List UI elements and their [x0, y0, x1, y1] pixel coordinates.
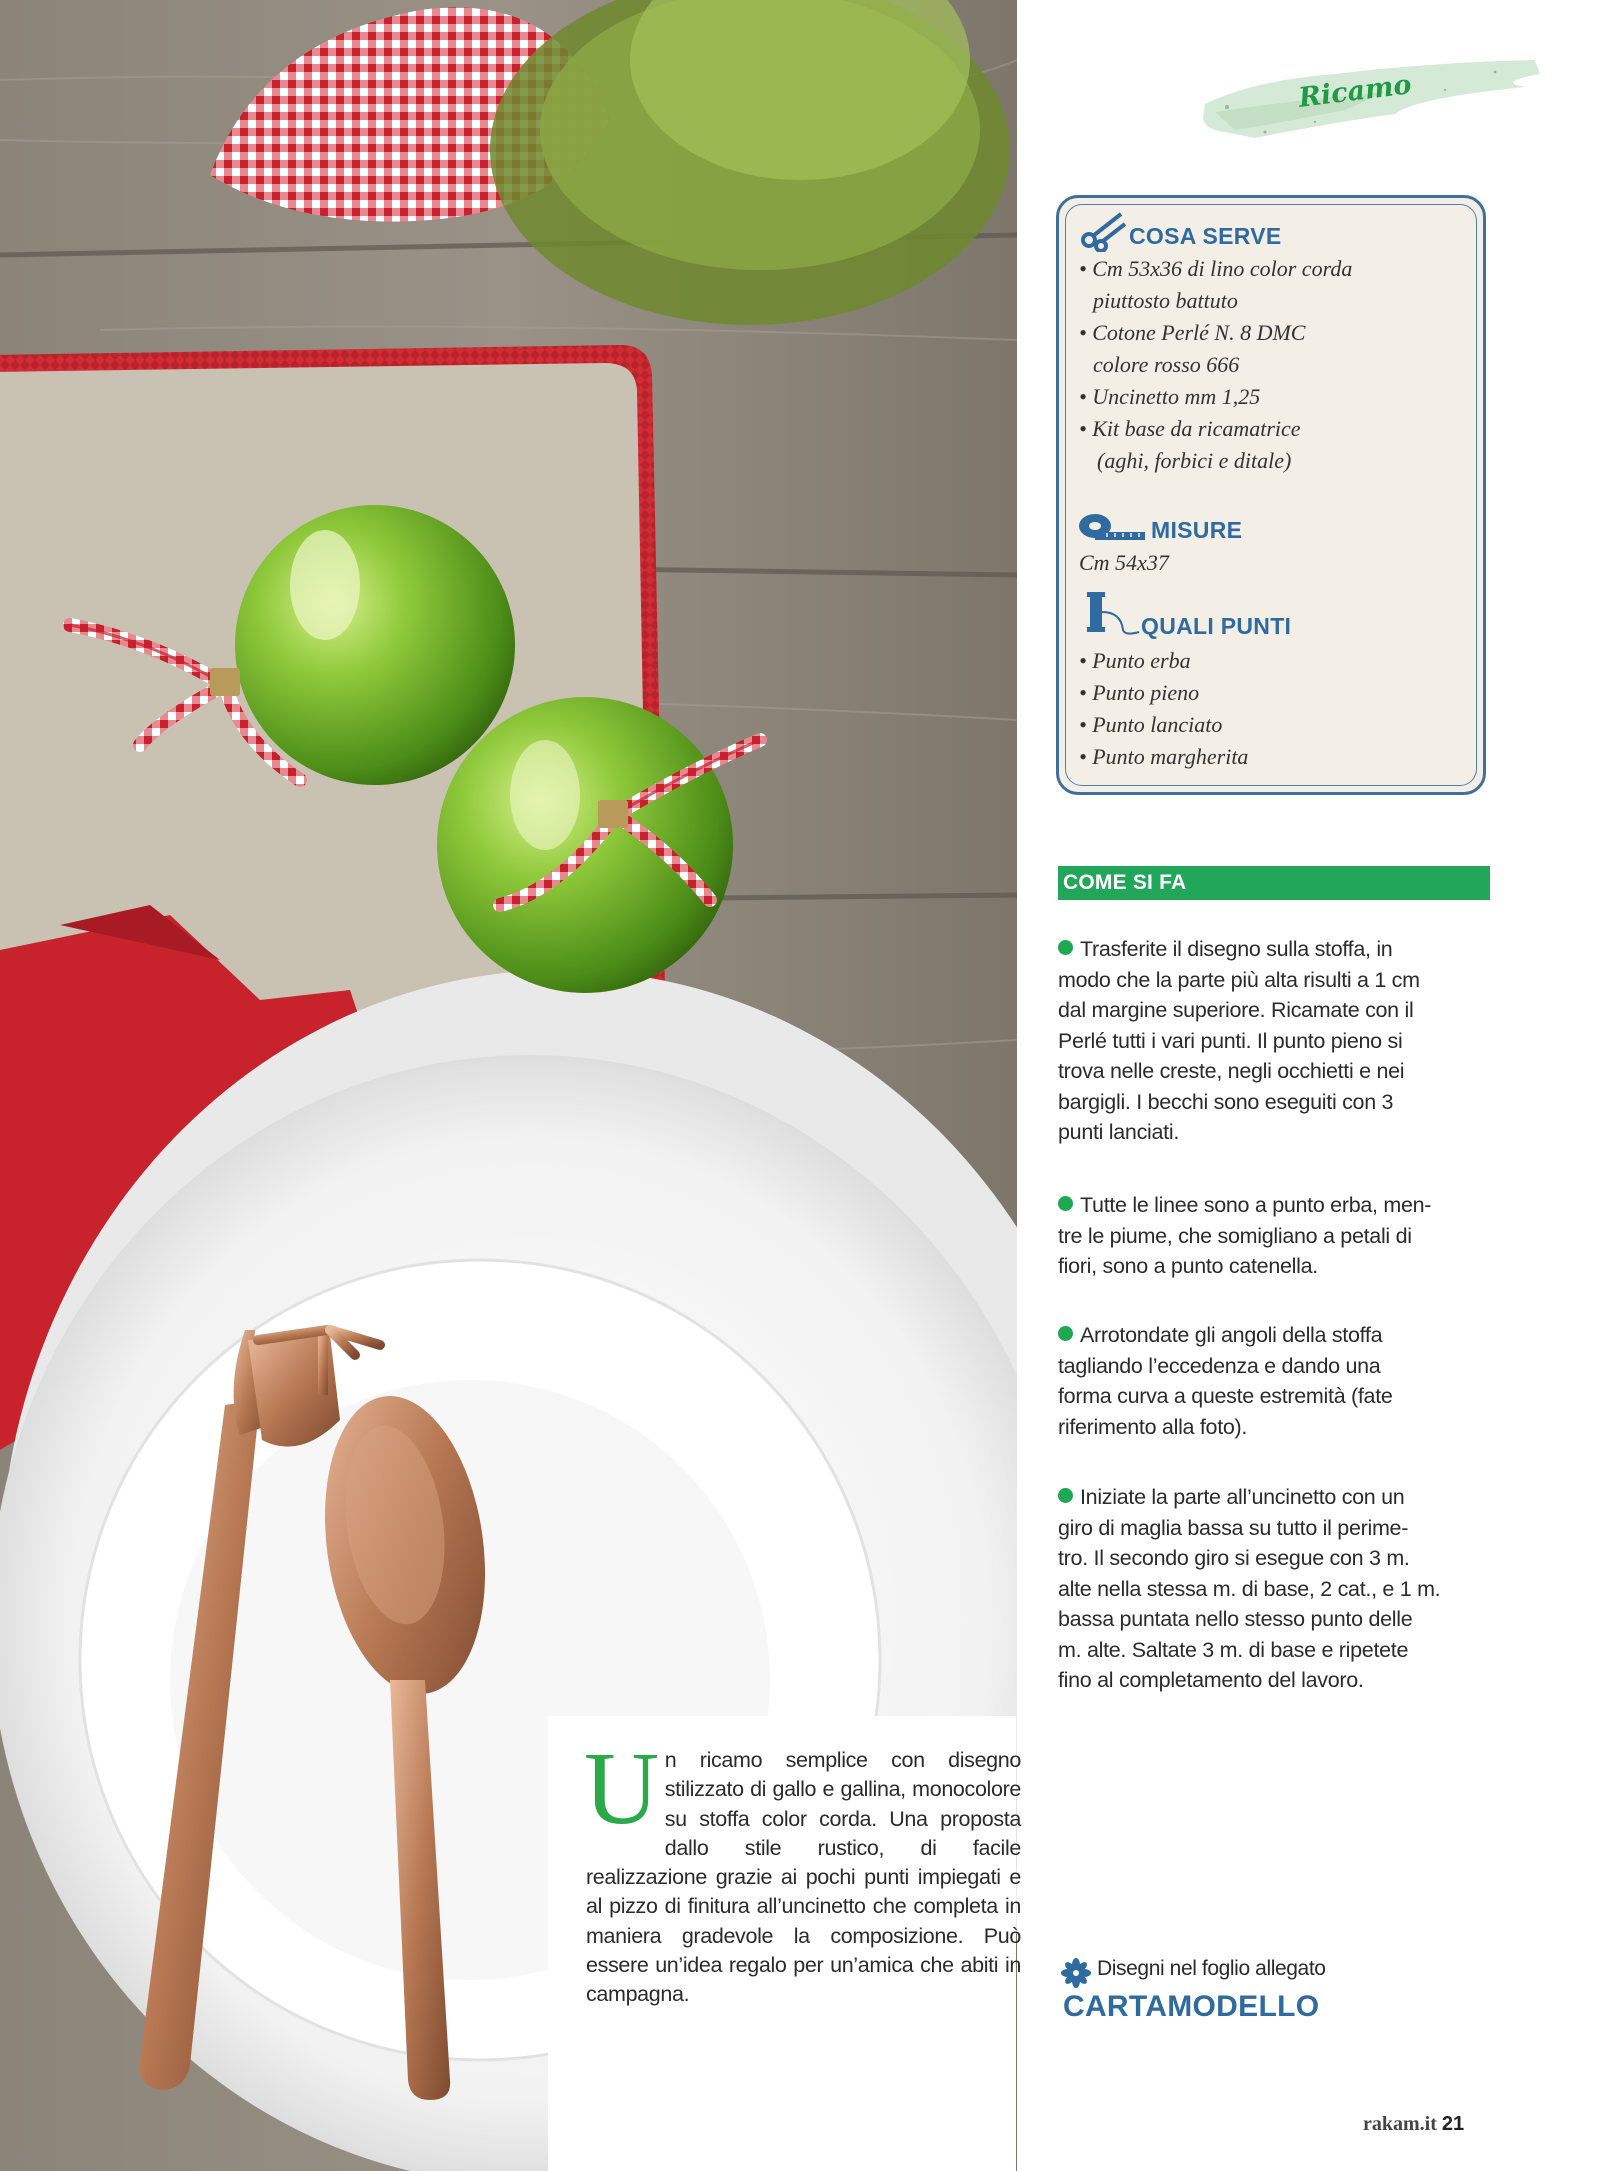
intro-text: n ricamo semplice con disegno stilizzato di gallo e gallina, monocolore su stoffa color corda. Una proposta dallo stile rustico, di facile realizzazione grazie ai pochi punti impiegati e al pizzo di finitura all’uncinetto che completa in maniera gradevole la composizione. Può essere un’idea regalo per un’amica che abiti in campagna. — [586, 1748, 1021, 2007]
materials-item: • Cm 53x36 di lino color corda — [1079, 256, 1353, 281]
folio-site: rakam.it — [1363, 2113, 1437, 2135]
instruction-step-4 — [1058, 1482, 1490, 1696]
step-line: riferimento alla foto). — [1058, 1414, 1248, 1439]
step-line: alte nella stessa m. di base, 2 cat., e 1 m. — [1058, 1576, 1441, 1601]
materials-box — [1056, 195, 1486, 795]
page-folio — [1363, 2113, 1464, 2136]
bullet-dot-icon — [1058, 1326, 1073, 1341]
step-line: Iniziate la parte all’uncinetto con un — [1080, 1485, 1405, 1509]
step-line: bassa puntata nello stesso punto delle — [1058, 1607, 1413, 1631]
instruction-step-1 — [1058, 934, 1490, 1148]
section-tag-label: Ricamo — [1296, 69, 1414, 114]
step-line: dal margine superiore. Ricamate con il — [1058, 998, 1414, 1022]
pattern-title: CARTAMODELLO — [1063, 1990, 1320, 2023]
intro-box — [548, 1716, 1021, 2171]
bullet-dot-icon — [1058, 940, 1073, 955]
tape-measure-icon — [1077, 510, 1145, 542]
intro-dropcap: U — [584, 1731, 659, 1846]
step-line: tre le piume, che somigliano a petali di — [1058, 1223, 1412, 1248]
sizes-list — [1079, 547, 1169, 579]
step-line: giro di maglia bassa su tutto il perime- — [1058, 1515, 1409, 1540]
pattern-note: Disegni nel foglio allegato — [1097, 1957, 1326, 1980]
instruction-step-3 — [1058, 1320, 1490, 1442]
materials-heading: COSA SERVE — [1129, 223, 1282, 249]
materials-item: (aghi, forbici e ditale) — [1097, 448, 1292, 473]
bullet-dot-icon — [1058, 1488, 1073, 1503]
step-line: fino al completamento del lavoro. — [1058, 1668, 1364, 1692]
page-number: 21 — [1441, 2113, 1465, 2135]
thread-spool-icon — [1081, 590, 1141, 640]
step-line: tro. Il secondo giro si esegue con 3 m. — [1058, 1546, 1410, 1570]
intro-paragraph — [584, 1731, 1021, 2010]
step-line: Perlé tutti i vari punti. Il punto pieno si — [1058, 1028, 1403, 1053]
step-line: bargigli. I becchi sono eseguiti con 3 — [1058, 1089, 1394, 1114]
sizes-heading: MISURE — [1151, 517, 1243, 543]
step-line: forma curva a queste estremità (fate — [1058, 1384, 1393, 1408]
materials-item: • Uncinetto mm 1,25 — [1079, 384, 1261, 409]
scissors-icon — [1079, 208, 1129, 252]
stitches-heading: QUALI PUNTI — [1141, 613, 1292, 639]
step-line: punti lanciati. — [1058, 1120, 1179, 1144]
sizes-value: Cm 54x37 — [1079, 550, 1169, 575]
step-line: tagliando l’eccedenza e dando una — [1058, 1353, 1381, 1378]
materials-item: colore rosso 666 — [1093, 352, 1240, 377]
materials-item: • Cotone Perlé N. 8 DMC — [1079, 320, 1306, 345]
step-line: Trasferite il disegno sulla stoffa, in — [1080, 937, 1393, 961]
instruction-step-2 — [1058, 1190, 1490, 1282]
materials-item: • Kit base da ricamatrice — [1079, 416, 1301, 441]
instructions-heading: COME SI FA — [1063, 871, 1187, 894]
bullet-dot-icon — [1058, 1196, 1073, 1211]
step-line: Tutte le linee sono a punto erba, men- — [1080, 1193, 1432, 1217]
stitches-list — [1079, 645, 1248, 773]
materials-list — [1079, 253, 1352, 477]
stitches-item: • Punto pieno — [1079, 680, 1200, 705]
step-line: modo che la parte più alta risulti a 1 cm — [1058, 967, 1420, 992]
stitches-item: • Punto erba — [1079, 648, 1191, 673]
stitches-item: • Punto lanciato — [1079, 712, 1223, 737]
step-line: m. alte. Saltate 3 m. di base e ripetete — [1058, 1637, 1409, 1662]
step-line: fiori, sono a punto catenella. — [1058, 1254, 1318, 1278]
stitches-item: • Punto margherita — [1079, 744, 1249, 769]
step-line: trova nelle creste, negli occhietti e nei — [1058, 1059, 1405, 1083]
materials-item: piuttosto battuto — [1093, 288, 1238, 313]
instructions-header — [1058, 866, 1490, 900]
step-line: Arrotondate gli angoli della stoffa — [1080, 1323, 1383, 1347]
